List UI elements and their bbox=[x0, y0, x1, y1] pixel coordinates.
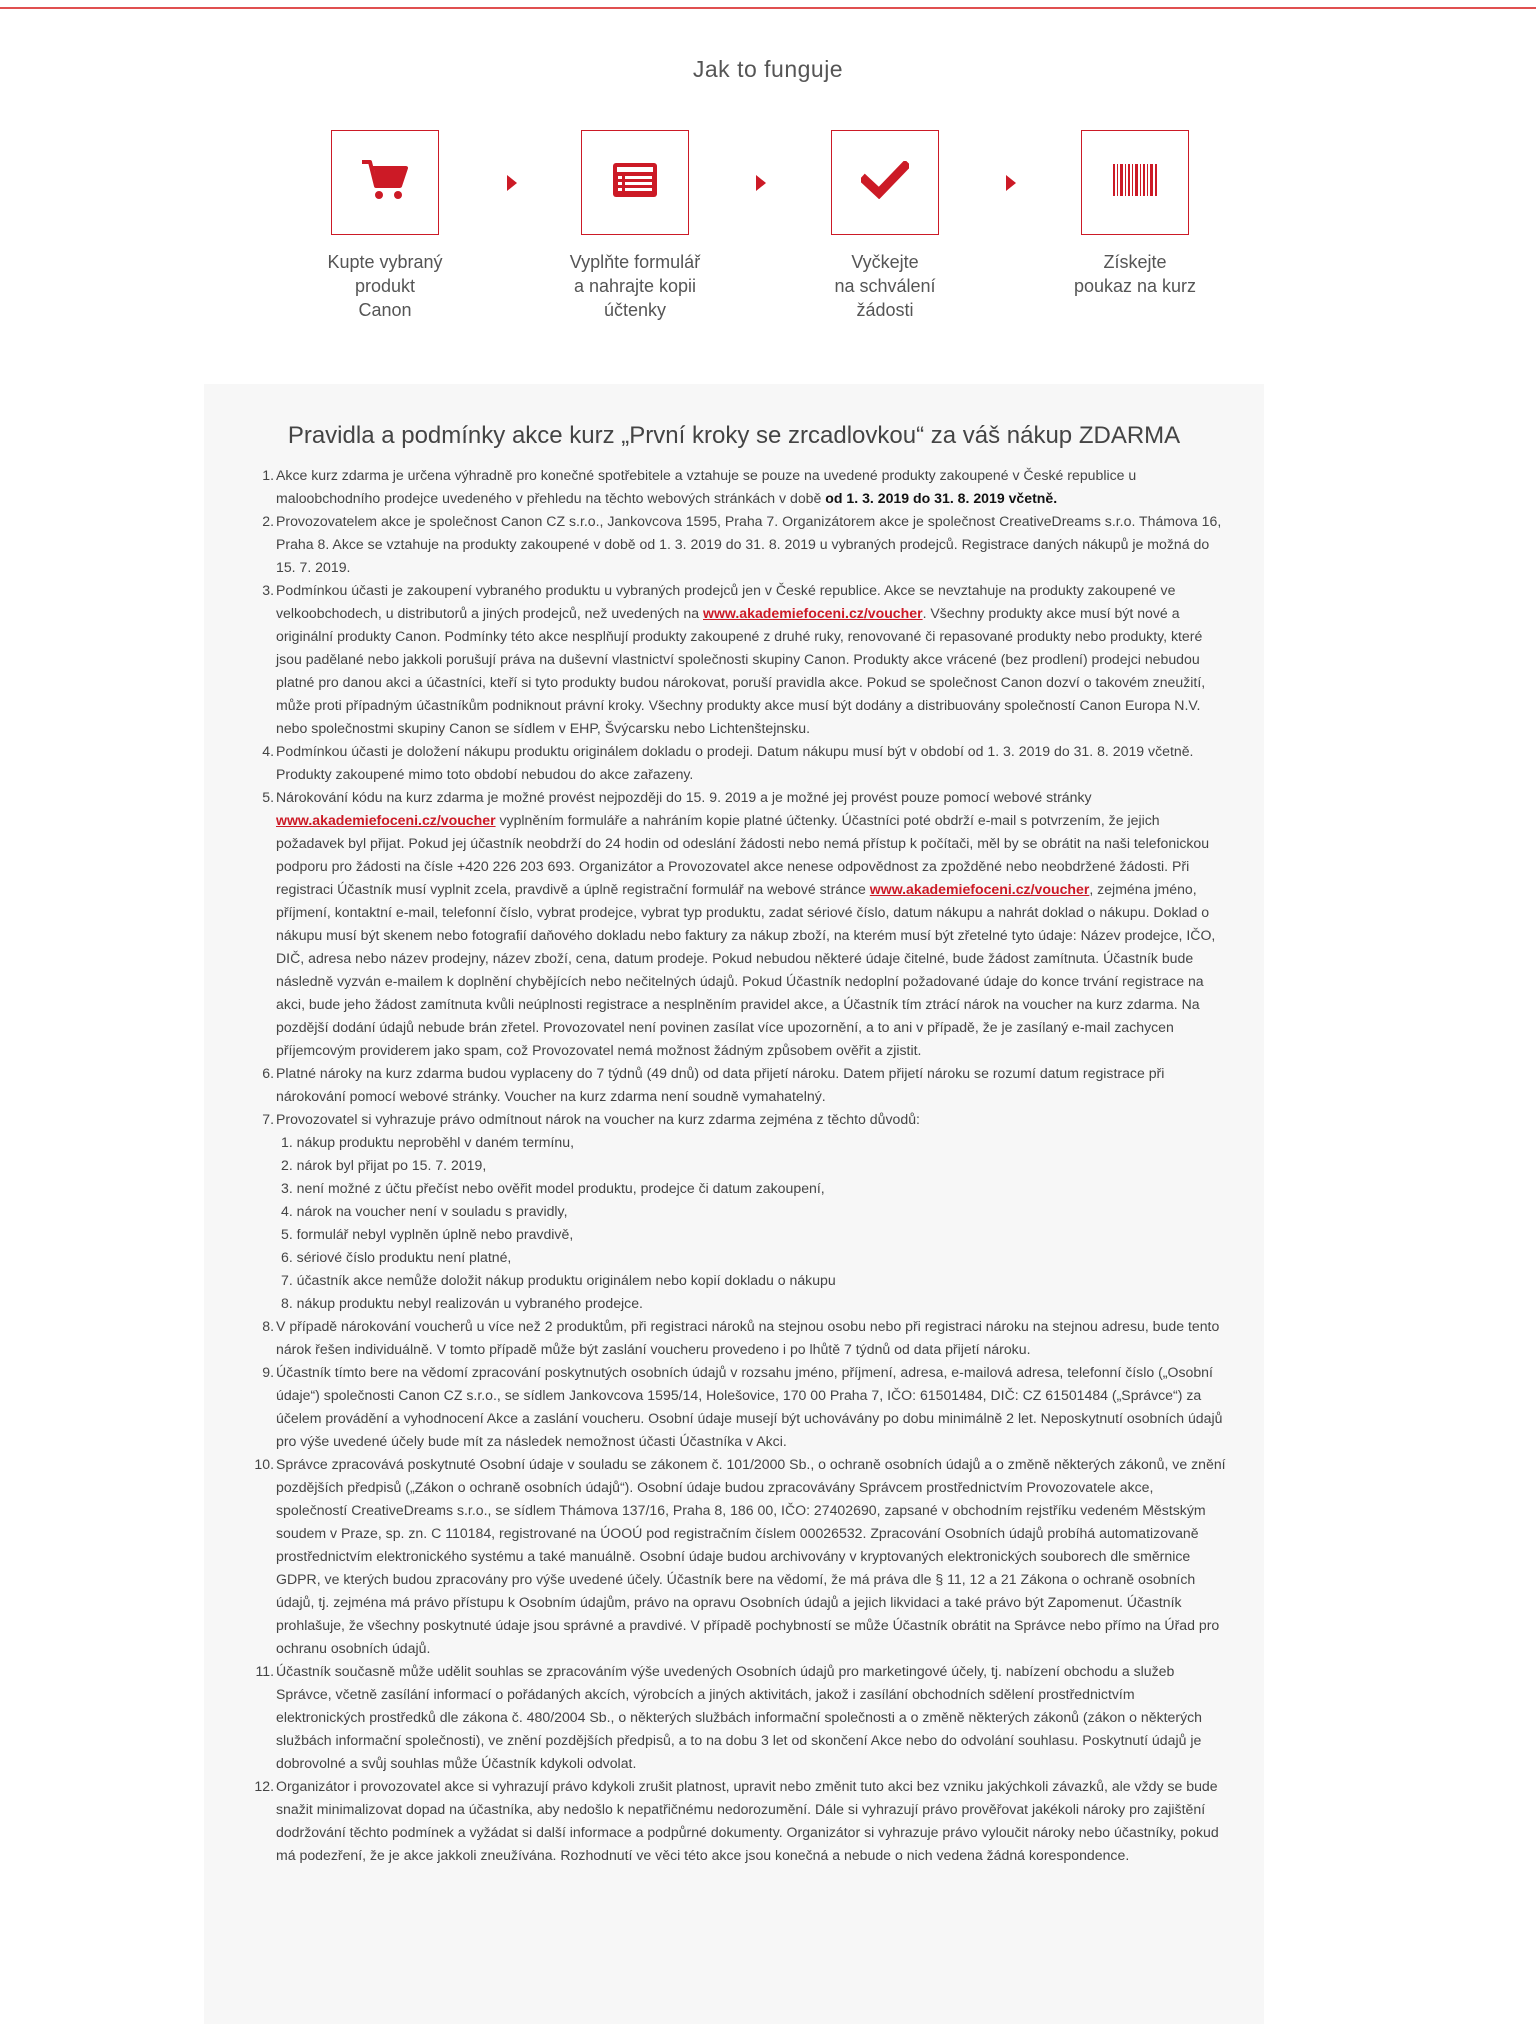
form-icon bbox=[612, 162, 658, 203]
refusal-reason: 5. formulář nebyl vyplněn úplně nebo pravdivě, bbox=[281, 1226, 574, 1242]
voucher-link[interactable]: www.akademiefoceni.cz/voucher bbox=[276, 812, 496, 828]
checkmark-icon bbox=[861, 161, 909, 204]
refusal-reason: 6. sériové číslo produktu není platné, bbox=[281, 1249, 512, 1265]
step-voucher bbox=[1010, 130, 1260, 298]
terms-item-7: 7. Provozovatel si vyhrazuje právo odmítnout nárok na voucher na kurz zdarma zejména z těchto důvodů: 1. nákup produktu neproběhl v daném termínu, 2. nárok byl přijat po 15. 7. 2019, 3. není možné z účtu přečíst nebo ověřit model produktu, prodejce či datum zakoupení, 4. nárok na voucher není v souladu s pravidly, 5. formulář nebyl vyplněn úplně nebo pravdivě, 6. sériové číslo produktu není platné, 7. účastník akce nemůže doložit nákup produktu originálem nebo kopií dokladu o nákupu 8. nákup produktu nebyl realizován u vybraného prodejce. bbox=[276, 1108, 1227, 1315]
voucher-link[interactable]: www.akademiefoceni.cz/voucher bbox=[869, 881, 1090, 897]
refusal-reason: 2. nárok byl přijat po 15. 7. 2019, bbox=[281, 1157, 487, 1173]
terms-item-1: 1. Akce kurz zdarma je určena výhradně pro konečné spotřebitele a vztahuje se pouze na uvedené produkty zakoupené v České republice u maloobchodního prodejce uvedeného v přehledu na těchto webových stránkách v době od 1. 3. 2019 do 31. 8. 2019 včetně. bbox=[262, 467, 1137, 506]
refusal-reasons-list bbox=[276, 1131, 1227, 1315]
terms-item-11: 11. Účastník současně může udělit souhlas se zpracováním výše uvedených Osobních údajů pro marketingové účely, tj. nabízení obchodu a služeb Správce, včetně zasílání informací o pořádaných akcích, výrobcích a jiných aktivitách, jakož i zasílání obchodních sdělení prostřednictvím elektronických prostředků dle zákona č. 480/2004 Sb., o některých službách informační společnosti a o změně některých zákonů (zákon o některých službách informační společnosti), ve znění pozdějších předpisů, a to na dobu 3 let od skončení Akce nebo do odvolání souhlasu. Poskytnutí údajů je dobrovolné a svůj souhlas může Účastník kdykoli odvolat. bbox=[255, 1663, 1202, 1771]
step-form-label: Vyplňte formulář a nahrajte kopii účtenky bbox=[569, 252, 701, 320]
terms-item-6: 6. Platné nároky na kurz zdarma budou vyplaceny do 7 týdnů (49 dnů) od data přijetí nároku. Datem přijetí nároku se rozumí datum registrace při nárokování pomocí webové stránky. Voucher na kurz zdarma není soudně vymahatelný. bbox=[262, 1065, 1165, 1104]
step-buy bbox=[260, 130, 510, 322]
refusal-reason: 8. nákup produktu nebyl realizován u vybraného prodejce. bbox=[281, 1295, 643, 1311]
step-voucher-box bbox=[1081, 130, 1189, 235]
step-voucher-label: Získejte poukaz na kurz bbox=[1073, 252, 1197, 296]
step-buy-box bbox=[331, 130, 439, 235]
terms-item-9: 9. Účastník tímto bere na vědomí zpracování poskytnutých osobních údajů v rozsahu jméno, příjmení, adresa, e-mailová adresa, telefonní číslo („Osobní údaje“) společnosti Canon CZ s.r.o., se sídlem Jankovcova 1595/14, Holešovice, 170 00 Praha 7, IČO: 61501484, DIČ: CZ 61501484 („Správce“) za účelem provádění a vyhodnocení Akce a zaslání voucheru. Osobní údaje musejí být uchovávány po dobu minimálně 2 let. Neposkytnutí osobních údajů pro výše uvedené účely bude mít za následek nemožnost účasti Účastníka v Akci. bbox=[262, 1364, 1223, 1449]
step-wait-box bbox=[831, 130, 939, 235]
refusal-reason: 3. není možné z účtu přečíst nebo ověřit model produktu, prodejce či datum zakoupení, bbox=[281, 1180, 825, 1196]
barcode-icon bbox=[1112, 162, 1158, 203]
how-it-works-title: Jak to funguje bbox=[692, 56, 844, 82]
terms-item-8: 8. V případě nárokování voucherů u více než 2 produktům, při registraci nároků na stejnou osobu nebo při registraci nároku na stejnou adresu, bude tento nárok řešen individuálně. V tomto případě může být zaslání voucheru provedeno i po lhůtě 7 týdnů od data přijetí nároku. bbox=[262, 1318, 1220, 1357]
refusal-reason: 1. nákup produktu neproběhl v daném termínu, bbox=[281, 1134, 575, 1150]
terms-body bbox=[254, 464, 1227, 1867]
terms-item-3: 3. Podmínkou účasti je zakoupení vybraného produktu u vybraných prodejců jen v České republice. Akce se nevztahuje na produkty zakoupené ve velkoobchodech, u distributorů a jiných prodejců, než uvedených na www.akademiefoceni.cz/voucher. Všechny produkty akce musí být nové a originální produkty Canon. Podmínky této akce nesplňují produkty zakoupené z druhé ruky, renovované či repasované produkty nebo produkty, které jsou padělané nebo jakkoli porušují práva na duševní vlastnictví společnosti skupiny Canon. Produkty akce vrácené (bez prodlení) prodejci nebudou platné pro danou akci a účastníci, kteří si tyto produkty budou nárokovat, poruší pravidla akce. Pokud se společnost Canon dozví o takovém zneužití, může proti případným účastníkům podniknout právní kroky. Všechny produkty akce musí být dodány a distribuovány společností Canon Europa N.V. nebo společnostmi skupiny Canon se sídlem v EHP, Švýcarsku nebo Lichtenštejnsku. bbox=[262, 582, 1206, 736]
step-wait-label: Vyčkejte na schválení žádosti bbox=[834, 252, 936, 320]
voucher-link[interactable]: www.akademiefoceni.cz/voucher bbox=[703, 605, 923, 621]
terms-title: Pravidla a podmínky akce kurz „První kroky se zrcadlovkou“ za váš nákup ZDARMA bbox=[287, 422, 1181, 449]
step-wait bbox=[760, 130, 1010, 322]
step-form bbox=[510, 130, 760, 322]
top-accent-line bbox=[0, 0, 1536, 9]
terms-item-5: 5. Nárokování kódu na kurz zdarma je možné provést nejpozději do 15. 9. 2019 a je možné jej provést pouze pomocí webové stránky www.akademiefoceni.cz/voucher vyplněním formuláře a nahráním kopie platné účtenky. Účastníci poté obdrží e-mail s potvrzením, že jejich požadavek byl přijat. Pokud jej účastník neobdrží do 24 hodin od odeslání žádosti nebo nemá přístup k počítači, měl by se obrátit na naši telefonickou podporu pro žádosti na čísle +420 226 203 693. Organizátor a Provozovatel akce nenese odpovědnost za zpožděné nebo neobdržené žádosti. Při registraci Účastník musí vyplnit zcela, pravdivě a úplně registrační formulář na webové stránce www.akademiefoceni.cz/voucher, zejména jméno, příjmení, kontaktní e-mail, telefonní číslo, vybrat prodejce, vybrat typ produktu, zadat sériové číslo, datum nákupu a nahrát doklad o nákupu. Doklad o nákupu musí být skenem nebo fotografií daňového dokladu nebo faktury za nákup zboží, na kterém musí být zřetelné tyto údaje: Název prodejce, IČO, DIČ, adresa nebo název prodejny, název zboží, cena, datum prodeje. Pokud nebudou některé údaje čitelné, bude žádost zamítnuta. Účastník bude následně vyzván e-mailem k doplnění chybějících nebo nečitelných údajů. Pokud Účastník nedoplní požadované údaje do konce trvání registrace na akci, bude jeho žádost zamítnuta kvůli neúplnosti registrace a nesplněním pravidel akce, a Účastník tím ztrácí nárok na voucher na kurz zdarma. Na pozdější dodání údajů nebude brán zřetel. Provozovatel není povinen zasílat více upozornění, a to ani v případě, že je zasílaný e-mail zachycen příjemcovým providerem jako spam, což Provozovatel nemá možnost žádným způsobem ověřit a zjistit. bbox=[262, 789, 1216, 1058]
terms-item-10: 10. Správce zpracovává poskytnuté Osobní údaje v souladu se zákonem č. 101/2000 Sb., o ochraně osobních údajů a o změně některých zákonů, ve znění pozdějších předpisů („Zákon o ochraně osobních údajů“). Osobní údaje budou zpracovávány Správcem prostřednictvím Provozovatele akce, společností CreativeDreams s.r.o., se sídlem Thámova 137/16, Praha 8, 186 00, IČO: 27402690, zapsané v obchodním rejstříku vedeném Městským soudem v Praze, sp. zn. C 110184, registrované na ÚOOÚ pod registračním číslem 00026532. Zpracování Osobních údajů probíhá automatizovaně prostřednictvím elektronického systému a také manuálně. Osobní údaje budou archivovány v kryptovaných elektronických souborech dle směrnice GDPR, ve kterých budou zpracovány pro výše uvedené účely. Účastník bere na vědomí, že má práva dle § 11, 12 a 21 Zákona o ochraně osobních údajů, tj. zejména má právo přístupu k Osobním údajům, právo na opravu Osobních údajů a jejich likvidaci a také právo být Zapomenut. Účastník prohlašuje, že všechny poskytnuté údaje jsou správné a pravdivé. V případě pochybností se může Účastník obrátit na Správce nebo přímo na Úřad pro ochranu osobních údajů. bbox=[254, 1456, 1226, 1656]
step-buy-label: Kupte vybraný produkt Canon bbox=[327, 252, 443, 320]
step-form-box bbox=[581, 130, 689, 235]
refusal-reason: 4. nárok na voucher není v souladu s pravidly, bbox=[281, 1203, 568, 1219]
terms-item-2: 2. Provozovatelem akce je společnost Canon CZ s.r.o., Jankovcova 1595, Praha 7. Organizátorem akce je společnost CreativeDreams s.r.o. Thámova 16, Praha 8. Akce se vztahuje na produkty zakoupené v době od 1. 3. 2019 do 31. 8. 2019 u vybraných prodejců. Registrace daných nákupů je možná do 15. 7. 2019. bbox=[262, 513, 1222, 575]
terms-list bbox=[254, 464, 1227, 1867]
terms-panel bbox=[204, 384, 1264, 2024]
cart-icon bbox=[360, 158, 410, 207]
steps-row bbox=[0, 130, 1536, 340]
terms-item-12: 12. Organizátor i provozovatel akce si vyhrazují právo kdykoli zrušit platnost, upravit nebo změnit tuto akci bez vzniku jakýchkoli závazků, ale vždy se bude snažit minimalizovat dopad na účastníka, aby nedošlo k nepatřičnému nedorozumění. Dále si vyhrazují právo prověřovat jakékoli nároky pro zajištění dodržování těchto podmínek a vyžádat si další informace a podpůrné dokumenty. Organizátor si vyhrazuje právo vyloučit nároky nebo účastníky, pokud má podezření, že je akce jakkoli zneužívána. Rozhodnutí ve věci této akce jsou konečná a nebude o nich vedena žádná korespondence. bbox=[254, 1778, 1219, 1863]
terms-item-4: 4. Podmínkou účasti je doložení nákupu produktu originálem dokladu o prodeji. Datum nákupu musí být v období od 1. 3. 2019 do 31. 8. 2019 včetně. Produkty zakoupené mimo toto období nebudou do akce zařazeny. bbox=[262, 743, 1194, 782]
refusal-reason: 7. účastník akce nemůže doložit nákup produktu originálem nebo kopií dokladu o nákupu bbox=[281, 1272, 836, 1288]
